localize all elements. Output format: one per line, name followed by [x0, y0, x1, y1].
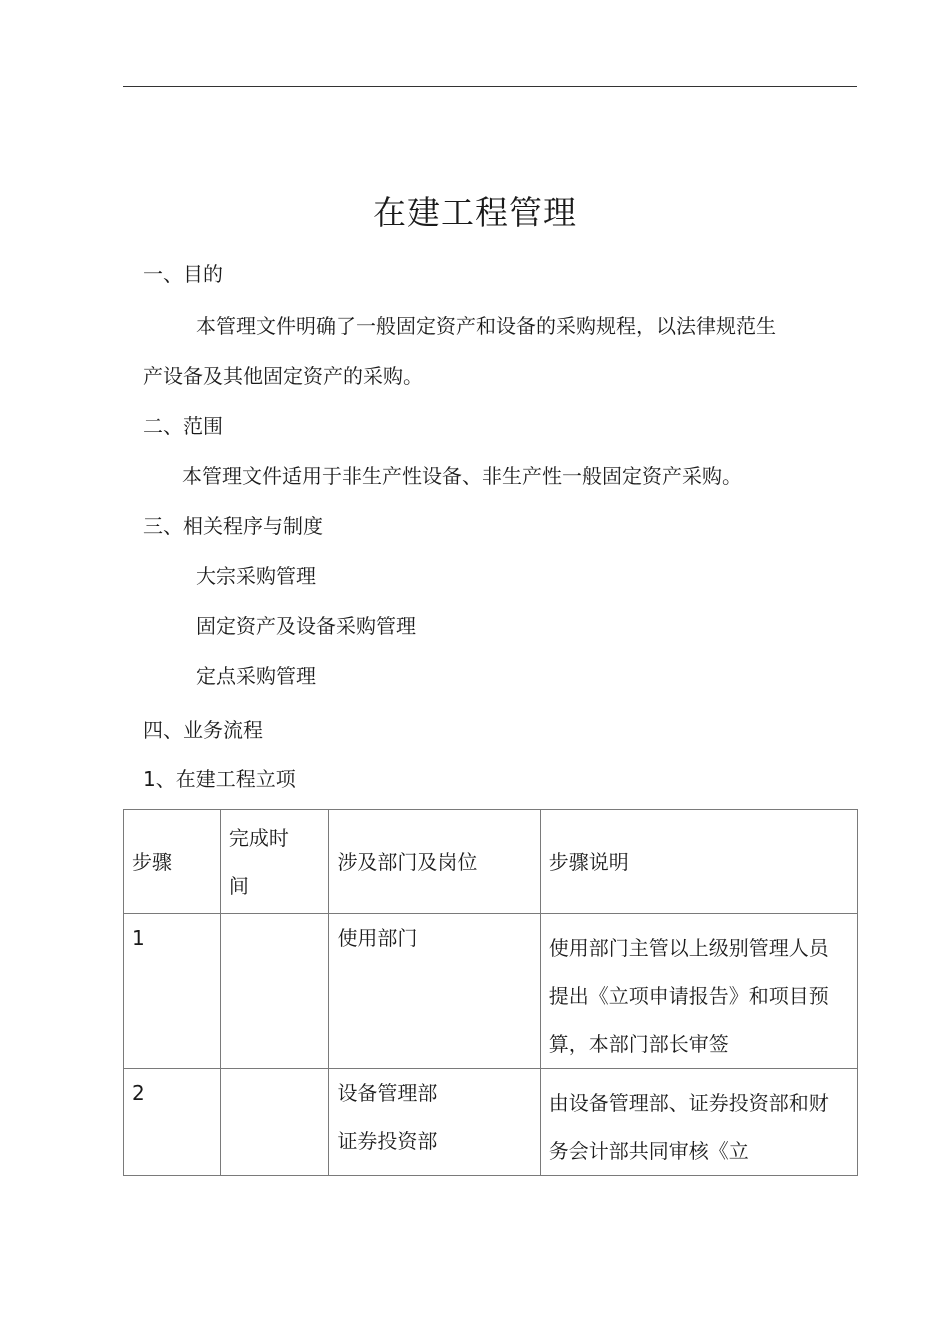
header-step: [124, 810, 221, 914]
header-desc: [540, 810, 857, 914]
table-header-row: [124, 810, 858, 914]
desc-cell: [540, 1069, 857, 1176]
table-row: [124, 914, 858, 1069]
header-dept: [329, 810, 540, 914]
subsection-heading: 1、在建工程立项: [143, 767, 296, 791]
header-time-label-1: 完成时: [228, 826, 289, 850]
header-dept-label: 涉及部门及岗位: [337, 849, 478, 874]
procedure-item: 固定资产及设备采购管理: [196, 614, 416, 638]
dept-line: 证券投资部: [337, 1129, 438, 1153]
dept-line: 设备管理部: [337, 1081, 438, 1105]
header-rule: [123, 86, 857, 87]
purpose-body-line-2: 产设备及其他固定资产的采购。: [143, 364, 423, 388]
dept-line: 使用部门: [337, 926, 418, 950]
desc-line: 算，本部门部长审签: [548, 1032, 729, 1056]
desc-line: 由设备管理部、证券投资部和财: [548, 1091, 829, 1115]
header-time: [220, 810, 329, 914]
section-heading-procedures: 三、相关程序与制度: [143, 514, 323, 538]
document-title: 在建工程管理: [373, 193, 577, 232]
section-heading-process: 四、业务流程: [143, 718, 263, 742]
desc-line: 使用部门主管以上级别管理人员: [548, 936, 829, 960]
desc-line: 务会计部共同审核《立: [548, 1139, 749, 1163]
section-heading-scope: 二、范围: [143, 414, 223, 438]
dept-cell: [329, 1069, 540, 1176]
purpose-body-line-1: 本管理文件明确了一般固定资产和设备的采购规程，以法律规范生: [196, 314, 776, 338]
header-desc-label: 步骤说明: [548, 849, 629, 874]
step-number: 1: [132, 926, 145, 950]
desc-line: 提出《立项申请报告》和项目预: [548, 984, 829, 1008]
time-cell: [220, 1069, 329, 1176]
dept-cell: [329, 914, 540, 1069]
process-table: [123, 809, 858, 1176]
procedure-item: 大宗采购管理: [196, 564, 316, 588]
section-heading-purpose: 一、目的: [143, 262, 223, 286]
procedure-item: 定点采购管理: [196, 664, 316, 688]
step-cell: [124, 914, 221, 1069]
step-cell: [124, 1069, 221, 1176]
step-number: 2: [132, 1081, 145, 1105]
header-time-label-2: 间: [228, 874, 249, 898]
desc-cell: [540, 914, 857, 1069]
scope-body: 本管理文件适用于非生产性设备、非生产性一般固定资产采购。: [182, 464, 742, 488]
header-step-label: 步骤: [132, 849, 172, 874]
time-cell: [220, 914, 329, 1069]
table-row: [124, 1069, 858, 1176]
